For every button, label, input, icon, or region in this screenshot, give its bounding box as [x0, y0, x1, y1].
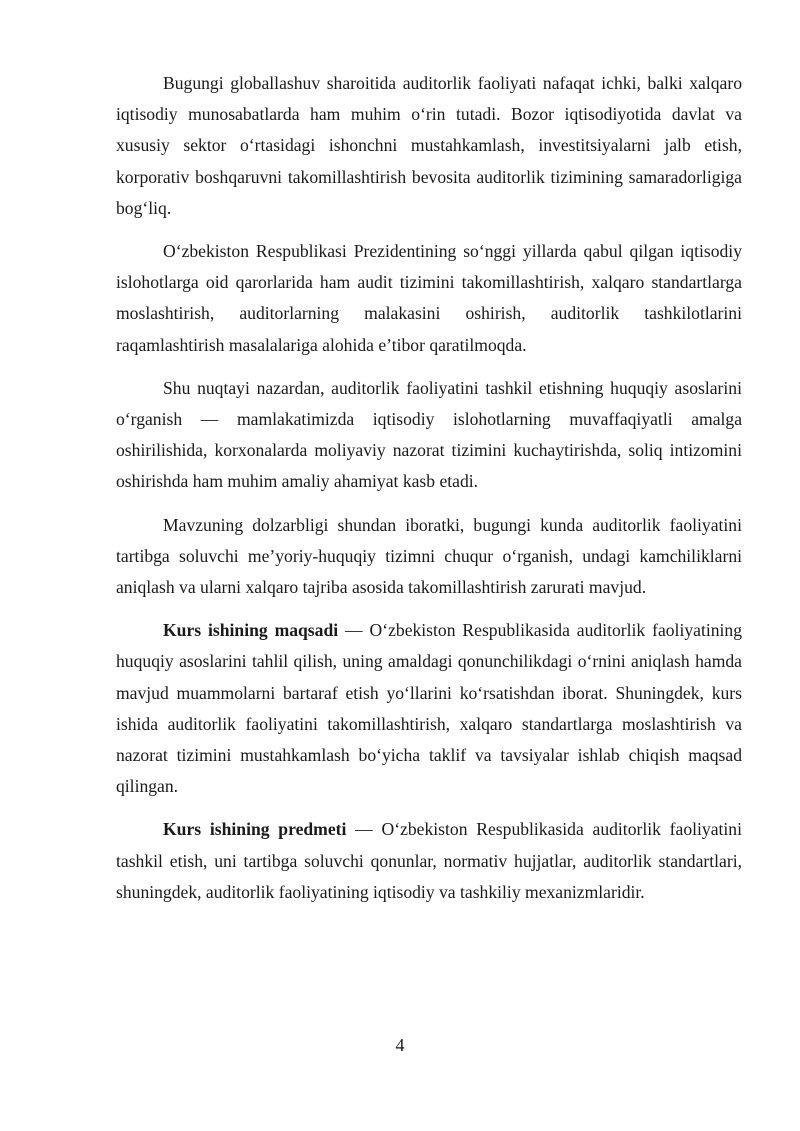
- paragraph-text: Oʻzbekiston Respublikasi Prezidentining soʻnggi yillarda qabul qilgan iqtisodiy islohotlarga oid qarorlarida ham audit tizimini takomillashtirish, xalqaro standartlarga moslashtirish, auditorlarning malakasini oshirish, auditorlik tashkilotlarini raqamlashtirish masalalariga alohida e’tibor qaratilmoqda.: [116, 241, 742, 355]
- paragraph-text: Bugungi globallashuv sharoitida auditorlik faoliyati nafaqat ichki, balki xalqaro iqtisodiy munosabatlarda ham muhim oʻrin tutadi. Bozor iqtisodiyotida davlat va xususiy sektor oʻrtasidagi ishonchni mustahkamlash, investitsiyalarni jalb etish, korporativ boshqaruvni takomillashtirish bevosita auditorlik tizimining samaradorligiga bogʻliq.: [116, 73, 742, 218]
- paragraph-text: — Oʻzbekiston Respublikasida auditorlik faoliyatining huquqiy asoslarini tahlil qilish, uning amaldagi qonunchilikdagi oʻrnini aniqlash hamda mavjud muammolarni bartaraf etish yoʻllarini koʻrsatishdan iborat. Shuningdek, kurs ishida auditorlik faoliyatini takomillashtirish, xalqaro standartlarga moslashtirish va nazorat tizimini mustahkamlash boʻyicha taklif va tavsiyalar ishlab chiqish maqsad qilingan.: [116, 620, 742, 797]
- paragraph-text: — Oʻzbekiston Respublikasida auditorlik faoliyatini tashkil etish, uni tartibga soluvchi qonunlar, normativ hujjatlar, auditorlik standartlari, shuningdek, auditorlik faoliyatining iqtisodiy va tashkiliy mexanizmlaridir.: [116, 819, 742, 902]
- paragraph-goal: [116, 615, 742, 802]
- paragraph-text: Mavzuning dolzarbligi shundan iboratki, bugungi kunda auditorlik faoliyatini tartibga soluvchi me’yoriy-huquqiy tizimni chuqur oʻrganish, undagi kamchiliklarni aniqlash va ularni xalqaro tajriba asosida takomillashtirish zarurati mavjud.: [116, 514, 742, 598]
- paragraph-lead-subject: Kurs ishining predmeti: [163, 819, 347, 840]
- paragraph-president-reforms: [116, 236, 742, 361]
- paragraph-legal-basis: [116, 373, 742, 498]
- paragraph-globalization: [116, 68, 742, 224]
- paragraph-subject: [116, 814, 742, 908]
- paragraph-text: Shu nuqtayi nazardan, auditorlik faoliyatini tashkil etishning huquqiy asoslarini oʻrganish — mamlakatimizda iqtisodiy islohotlarning muvaffaqiyatli amalga oshirilishida, korxonalarda moliyaviy nazorat tizimini kuchaytirishda, soliq intizomini oshirishda ham muhim amaliy ahamiyat kasb etadi.: [116, 377, 742, 492]
- paragraph-lead-goal: Kurs ishining maqsadi: [163, 620, 339, 641]
- paragraph-relevance: [116, 510, 742, 604]
- document-page: [116, 68, 742, 920]
- page-number: 4: [395, 1035, 405, 1055]
